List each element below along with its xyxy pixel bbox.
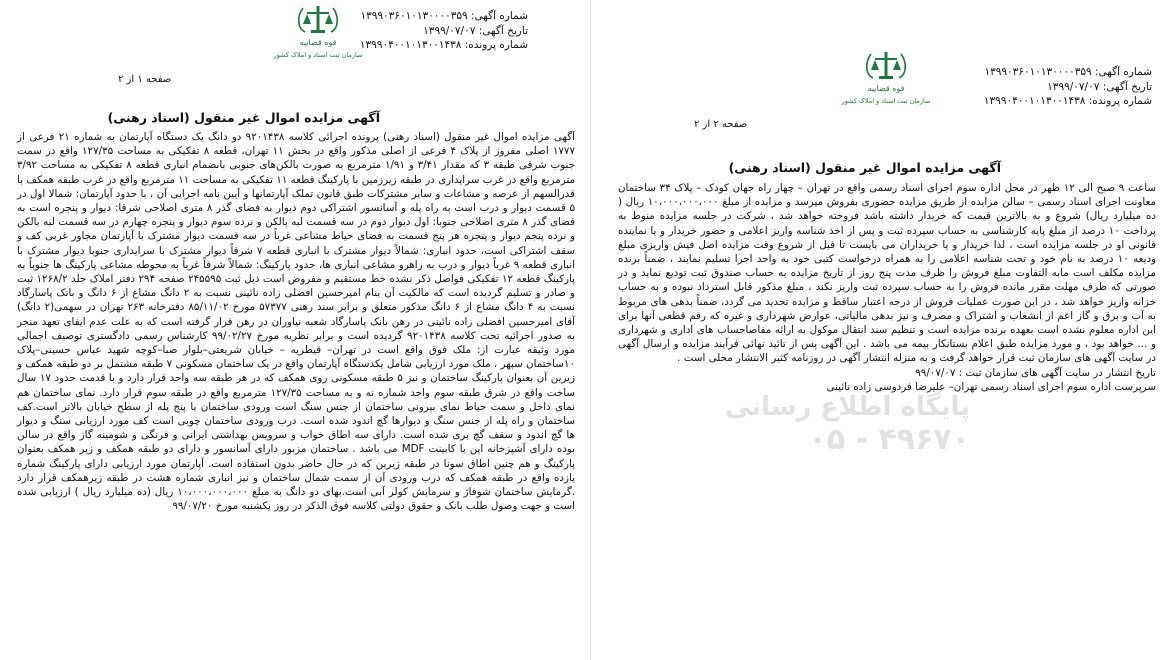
judiciary-emblem-icon: [273, 2, 363, 64]
emblem-caption-2: سازمان ثبت اسناد و املاک کشور: [273, 51, 363, 59]
emblem-caption-2: سازمان ثبت اسناد و املاک کشور: [841, 97, 931, 105]
case-number: شماره پرونده: ۱۳۹۹۰۴۰۰۱۰۱۳۰۰۱۴۳۸: [359, 39, 528, 51]
page-1-header: [360, 9, 528, 53]
page-divider: [590, 0, 591, 660]
signature-line: سرپرست اداره سوم اجرای اسناد رسمی تهران– علیرضا فردوسی زاده نائینی: [826, 380, 1156, 393]
ad-date: تاریخ آگهی: ۱۳۹۹/۰۷/۰۷: [1047, 80, 1152, 93]
announcement-page-2: [597, 0, 1166, 660]
judiciary-emblem-graphic: [273, 2, 363, 64]
watermark-line-1: پایگاه اطلاع رسانی: [725, 392, 970, 422]
body-text: ساعت ۹ صبح الی ۱۲ ظهر در محل اداره سوم اجرای اسناد رسمی واقع در تهران – چهار راه جهان کودک – پلاک ۳۴ ساختمان معاونت اجرای اسناد رسمی – سالن مزایده از طریق مزایده حضوری بفروش میرسد و مزایده از مبلغ ۱۰،۰۰۰،۰۰۰،۰۰۰ ریال ( ده میلیارد ریال) شروع و به بالاترین قیمت که خریدار داشته باشد فروخته خواهد شد ، شرکت در جلسه مزایده منوط به پرداخت ۱۰ درصد از مبلغ پایه کارشناسی به حساب سپرده ثبت و پس از اخذ شناسه واریز اعلامی و حضور خریدار و یا نماینده قانونی او در جلسه مزایده است ، لذا خریدار و یا خریداران می بایست تا قبل از شروع وقت مزایده اصل فیش واریزی مبلغ ودیعه ۱۰ درصد به نام خود و تحت شناسه اعلامی را به همراه درخواست کتبی خود به واحد اجرا تسلیم نمایند ، ضمناً برنده مزایده مکلف است مابه التفاوت مبلغ فروش را ظرف مدت پنج روز از تاریخ مزایده به حساب صندوق ثبت تودیع نماید و در صورتی که ظرف مهلت مقرر مانده فروش را به حساب سپرده ثبت واریز نکند ، مبلغ مذکور قابل استرداد نبوده و به حساب خزانه واریز خواهد شد ، در این صورت عملیات فروش از درجه اعتبار ساقط و مزایده تجدید می گردد، ضمناً بدهی های مربوط به آب و برق و گاز اعم از انشعاب و اشتراک و مصرف و نیز بدهی مالیاتی، عوارض شهرداری و غیره که رقم قطعی آنها برای این اداره معلوم نشده است بعهده برنده مزایده است و تنظیم سند انتقال موکول به ارائه مفاصاحساب های اداری و شهرداری و ... خواهد بود ، و مورد مزایده طبق اعلام بستانکار بیمه می باشد . این آگهی پس از تائید نهائی فرآیند مزایده و ارسال آگهی در سایت آگهی های سازمان ثبت قرار خواهد گرفت و به منزله انتشار آگهی در روزنامه کثیر الانتشار محلی است .: [618, 182, 1157, 365]
page-label: صفحه ۱ از ۲: [118, 74, 172, 85]
page-2-header: [984, 65, 1152, 109]
judiciary-emblem-icon: [841, 48, 931, 110]
judiciary-emblem-graphic: [841, 48, 931, 110]
announcement-body: [17, 130, 575, 513]
ad-number: شماره آگهی: ۱۳۹۹۰۳۶۰۱۰۱۳۰۰۰۰۳۵۹: [360, 10, 528, 22]
announcement-title: آگهی مزایده اموال غیر منقول (اسناد رهنی): [728, 160, 1001, 175]
publish-date-line: تاریخ انتشار در سایت آگهی های سازمان ثبت : ۹۹/۰۷/۰۷: [915, 366, 1156, 379]
emblem-caption-1: قوه قضاییه: [299, 38, 337, 47]
body-text: آگهی مزایده اموال غیر منقول (اسناد رهنی) پرونده اجرائی کلاسه ۹۲۰۱۴۳۸ دو دانگ یک دستگاه آپارتمان به شماره ۲۱ فرعی از ۱۷۷۷ اصلی مفروز از پلاک ۴ فرعی از اصلی مذکور واقع در بخش ۱۱ تهران، قطعه ۸ تفکیکی به مساحت ۱۲۷/۳۵ واقع در سمت جنوب شرقی طبقه ۳ که مقدار ۳/۴۱ و ۱/۹۱ مترمربع به صورت بالکن‌های جنوبی بانضمام انباری قطعه ۸ تفکیکی به مساحت ۳/۹۲ مترمربع واقع در غرب سرایداری در طبقه زیرزمین با پارکینگ قطعه ۱۱ تفکیکی به مساحت ۱۱ مترمربع واقع در غرب طبقه همکف با قدرالسهم از عرصه و مشاعات و سایر مشترکات طبق قانون تملک آپارتمانها و آیین نامه اجرایی آن ، با حدود آپارتمان: شمالا اول در ۵ قسمت دیوار و درب است به راه پله و آسانسور اشتراکی دوم دیوار به فضای گذر ۸ متری اصلاحی شرقا: دیوار و پنجره است به فضای گذر ۸ متری اصلاحی جنوبا: اول دیوار دوم در سه قسمت لبه بالکن و نرده سوم دیوار و پنجره چهارم در سه قسمت لبه بالکن و نرده پنجم دیوار و پنجره هر پنج قسمت به فضای حیاط مشاعی غرباً در سه قسمت دیوار مشترک با آپارتمان مجاور غربی کف و سقف اشتراکی است، حدود انباری: شمالاً دیوار مشترک با انباری قطعه ۷ شرقاً دیوار مشترک با سرایداری جنوبا دیوار مشترک با انباری قطعه ۹ غرباً دیوار و درب به راهرو مشاعی انباری ها، حدود پارکینگ: شمالاً شرقاً غرباً به محوطه مشاعی پارکینگ ها جنوباً به پارکینگ قطعه ۱۲ تفکیکی فواصل ذکر نشده خط مستقیم و مفروض است ذیل ثبت ۲۴۵۵۹۵ صفحه ۲۹۴ دفتر املاک جلد ۱۲۶۸/۲ ثبت و صادر و تسلیم گردیده است که مالکیت آن بنام امیرحسین افضلی زاده نائینی نسبت به ۲ دانگ مشاع از ۶ دانگ و بانک پاسارگاد نسبت به ۴ دانگ مشاع از ۶ دانگ مذکور متعلق و برابر سند رهنی ۵۷۳۷۷ مورخ ۸۵/۱۱/۰۲ دفترخانه ۲۶۳ تهران در سهمی(۲ دانگ) آقای امیرحسین افضلی زاده نائینی در رهن بانک پاسارگاد شعبه نیاوران در رهن قرار گرفته است که به علت عدم ایفای تعهد منجر به صدور اجرائیه تحت کلاسه ۹۲۰۱۴۳۸ گردیده است و برابر نظریه مورخ ۹۹/۰۲/۲۷ کارشناس رسمی دادگستری توصیف اجمالی مورد وثیقه عبارت از: ملک فوق واقع است در تهران– قیطریه – خیابان شریعتی–بلوار صبا–کوچه شهید عباس حسینی–پلاک ۱۰ساختمان سپهر ، ملک مورد ارزیابی شامل یکدستگاه آپارتمان واقع در یک ساختمان مسکونی ۷ طبقه مشتمل بر دو طبقه همکف و زیرین آن بعنوان پارکینگ ساختمان و نیز ۵ طبقه مسکونی روی همکف که در هر طبقه سه واحد قرار دارد و با قدمت حدود ۱۷ سال ساخت واقع در شرق طبقه سوم واحد شماره نه و به مساحت ۱۲۷/۳۵ مترمربع واقع در طبقه سوم قرار دارد. نمای ساختمان هم نمای داخل و سمت حیاط نمای بیرونی ساختمان از جنس سنگ است ورودی ساختمان با پنج پله از سطح خیابان بالاتر است.کف ساختمان و راه پله از جنس سنگ و دیوارها گچ اندود شده است. درب ورودی ساختمان چوبی است کف مورد ارزیابی سنگ و دیوار ها گچ اندود و سقف گچ بری شده است. دارای سه اطاق خواب و سرویس بهداشتی ایرانی و فرنگی و شومینه گاز واقع در سالن بوده دارای آشپزخانه اپن با کابینت MDF می باشد . ساختمان مزبور دارای آسانسور و دارای دو طبقه همکف و زیر همکف بعنوان پارکینگ و هم چنین اطاق سونا در طبقه زیرین که در حال حاضر بدون استفاده است. آپارتمان مورد ارزیابی دارای پارکینگ شماره یازده واقع در طبقه همکف که درب ورودی آن از سمت شمال ساختمان و نیز انباری شماره هشت در طبقه زیرهمکف قرار دارد .گرمایش ساختمان شوفاژ و سرمایش کولر آبی است.بهای دو دانگ به مبلغ ۱۰،۰۰۰،۰۰۰،۰۰۰ ریال (ده میلیارد ریال ) ارزیابی شده است و جهت وصول طلب بانک و حقوق دولتی کلاسه فوق الذکر در روز یکشنبه مورخ ۹۹/۰۷/۲۰: [17, 131, 576, 513]
ad-number: شماره آگهی: ۱۳۹۹۰۳۶۰۱۰۱۳۰۰۰۰۳۵۹: [984, 66, 1152, 78]
announcement-title: آگهی مزایده اموال غیر منقول (اسناد رهنی): [107, 110, 380, 125]
announcement-body: [618, 181, 1156, 394]
emblem-caption-1: قوه قضاییه: [867, 84, 905, 93]
page-label: صفحه ۲ از ۲: [694, 119, 748, 130]
case-number: شماره پرونده: ۱۳۹۹۰۴۰۰۱۰۱۳۰۰۱۴۳۸: [983, 95, 1152, 107]
ad-date: تاریخ آگهی: ۱۳۹۹/۰۷/۰۷: [423, 24, 528, 37]
watermark-line-2: ۰۵ - ۴۹۶۷۰: [808, 422, 970, 457]
